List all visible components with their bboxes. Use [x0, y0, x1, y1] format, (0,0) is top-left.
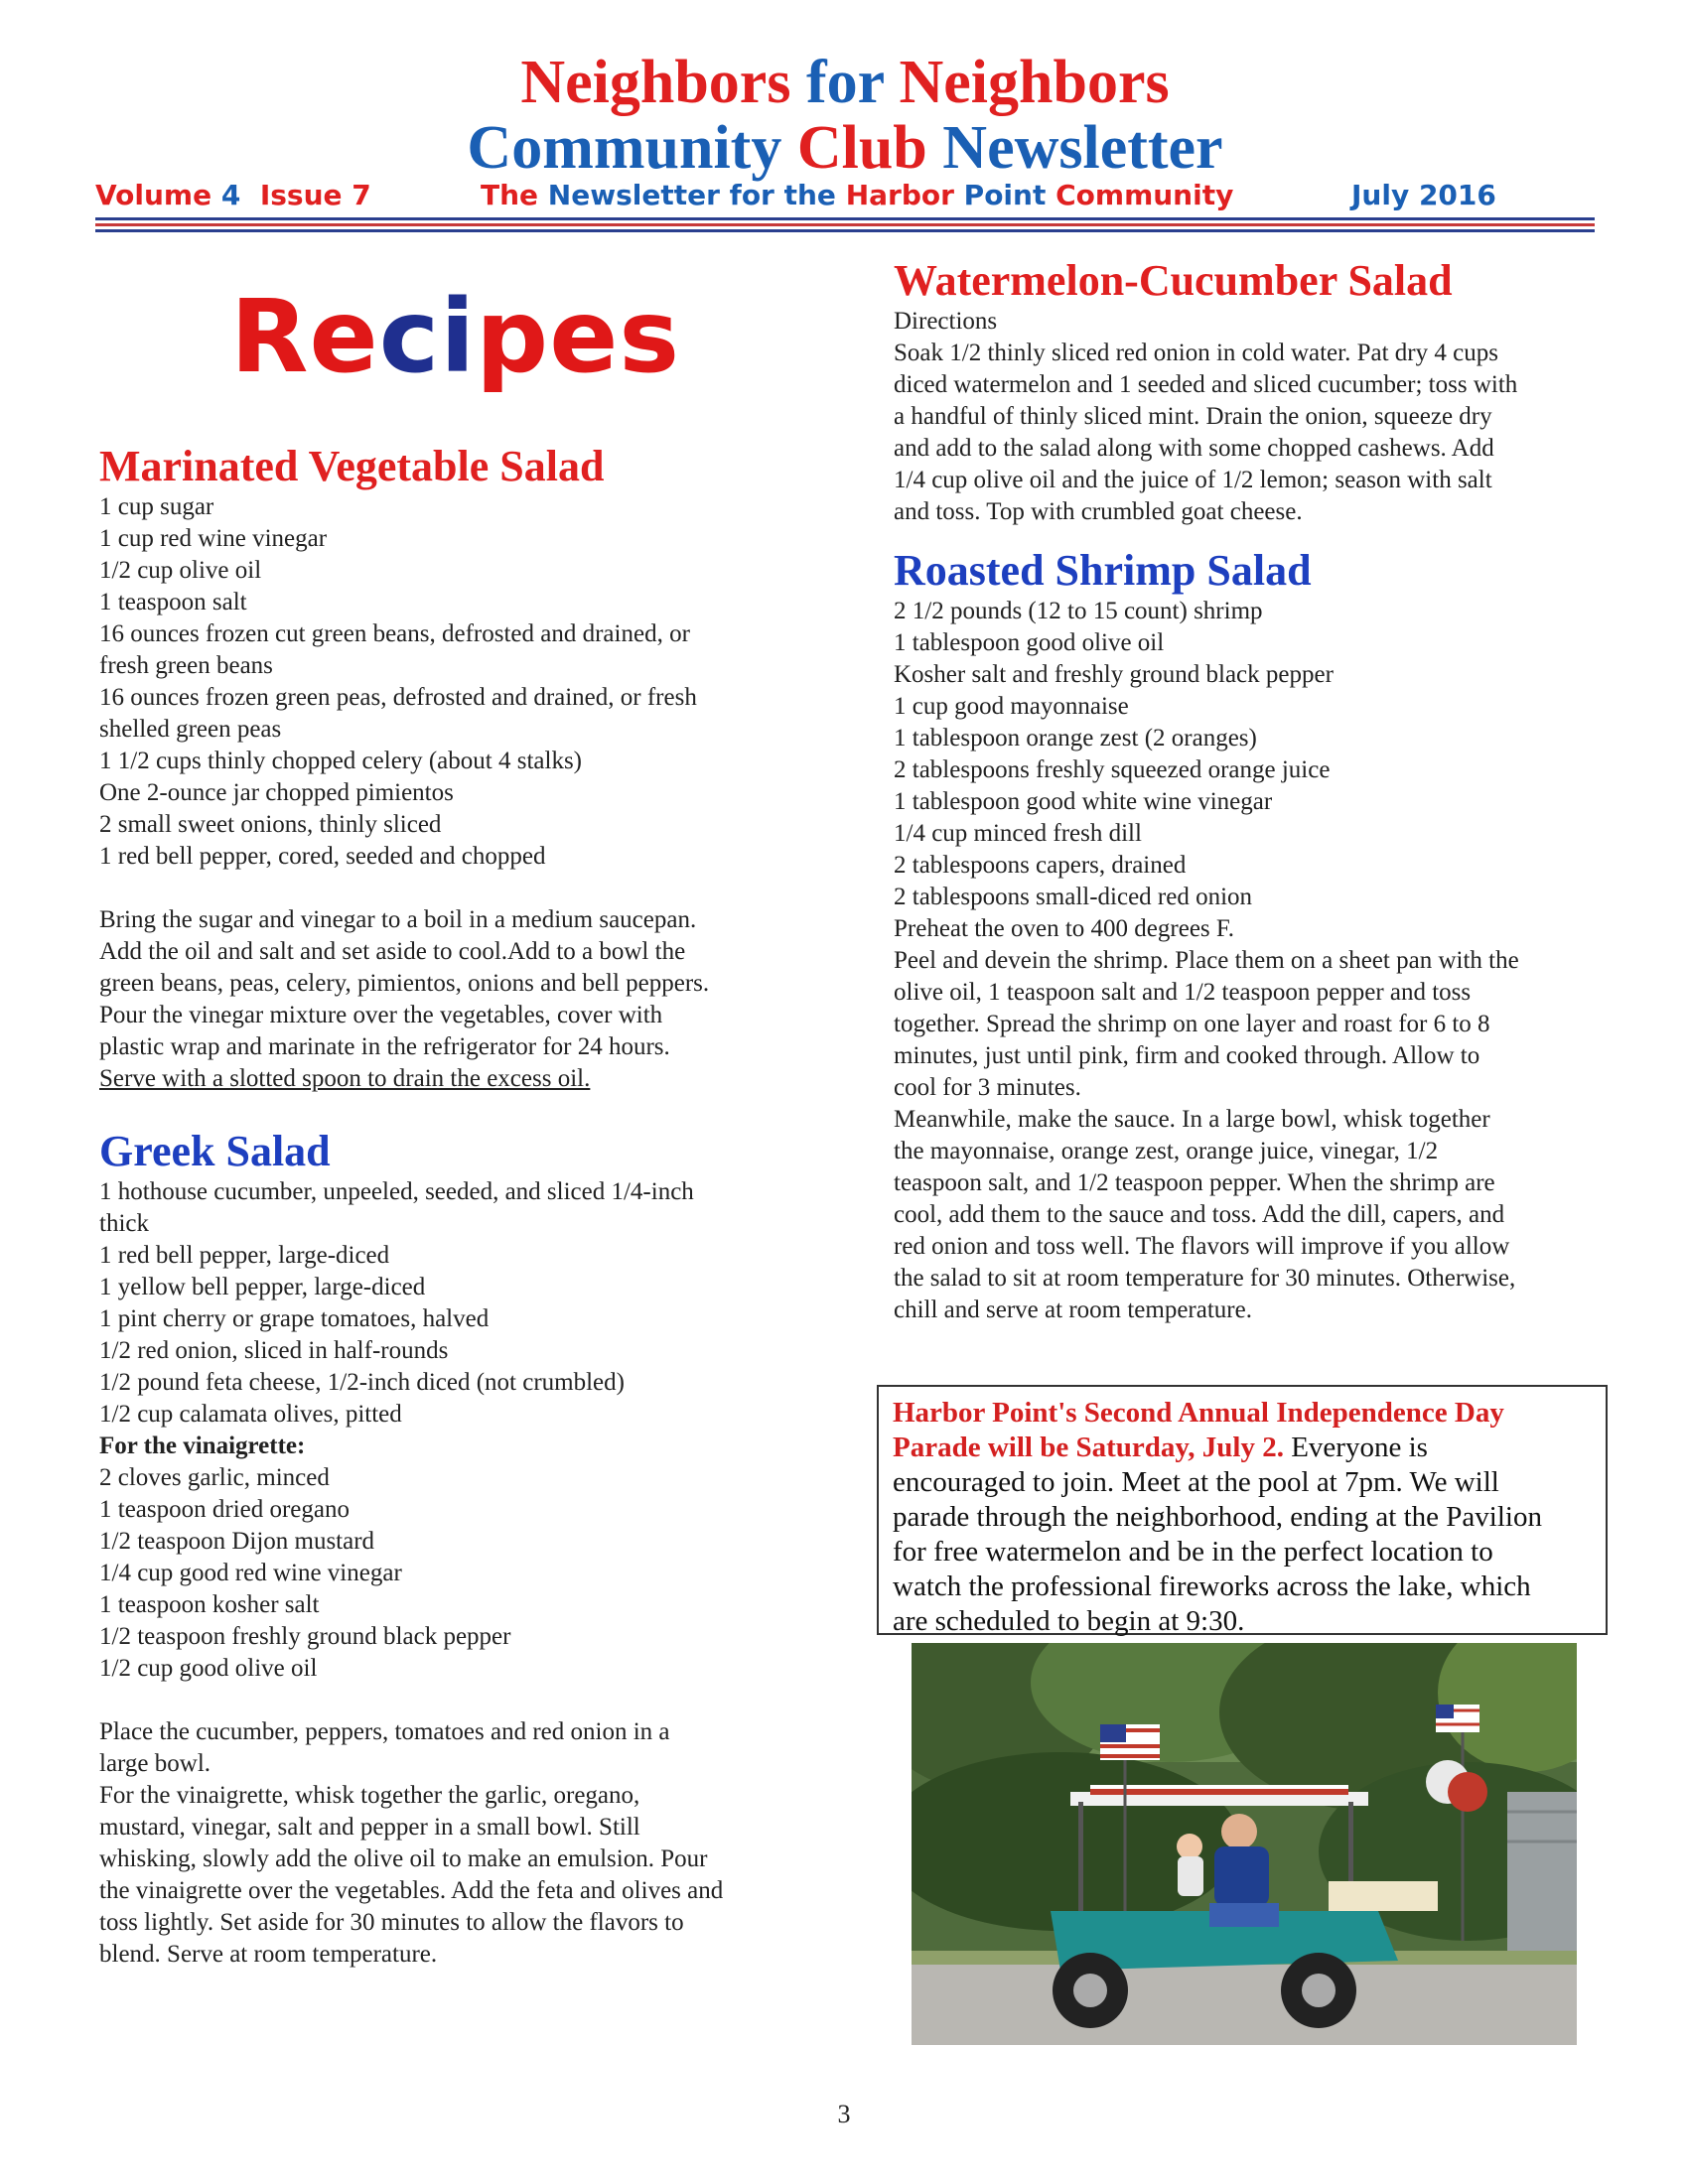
volume-number: 4 [220, 179, 241, 211]
ingredient-line: One 2-ounce jar chopped pimientos [99, 779, 454, 806]
ingredient-line: 1 red bell pepper, large-diced [99, 1242, 390, 1269]
recipe-line: 1 tablespoon orange zest (2 oranges) [894, 725, 1257, 751]
shrimp-recipe [894, 596, 1599, 1326]
watermelon-salad-title: Watermelon-Cucumber Salad [894, 256, 1453, 305]
ingredient-line: 16 ounces frozen green peas, defrosted and drained, or fresh [99, 684, 697, 711]
left-column [99, 442, 814, 1971]
recipe-line: 1 cup good mayonnaise [894, 693, 1129, 720]
notice-text: encouraged to join. Meet at the pool at 7pm. We will [893, 1466, 1499, 1498]
golf-cart-illustration [912, 1643, 1577, 2045]
notice-text: Everyone is [1283, 1432, 1428, 1463]
issue-label: Issue 7 [259, 179, 371, 211]
title-word: Club [796, 114, 927, 182]
recipe-line: together. Spread the shrimp on one layer and roast for 6 to 8 [894, 1011, 1490, 1037]
direction-line: 1/4 cup olive oil and the juice of 1/2 lemon; season with salt [894, 467, 1492, 493]
ingredient-line: 1/2 pound feta cheese, 1/2-inch diced (not crumbled) [99, 1369, 625, 1396]
ingredient-line: 1/2 cup good olive oil [99, 1655, 318, 1682]
direction-line: Directions [894, 308, 998, 335]
ingredient-line: 16 ounces frozen cut green beans, defrosted and drained, or [99, 620, 690, 647]
direction-line: a handful of thinly sliced mint. Drain the onion, squeeze dry [894, 403, 1492, 430]
ingredient-line: 1 cup sugar [99, 493, 214, 520]
watermelon-directions [894, 306, 1599, 528]
volume-issue [95, 179, 371, 211]
tagline-word: Harbor [845, 179, 954, 211]
marinated-salad-title: Marinated Vegetable Salad [99, 442, 605, 490]
direction-line: and add to the salad along with some chopped cashews. Add [894, 435, 1494, 462]
ingredient-line: 2 cloves garlic, minced [99, 1464, 330, 1491]
recipe-line: the salad to sit at room temperature for 30 minutes. Otherwise, [894, 1265, 1516, 1292]
ingredient-line: 1 hothouse cucumber, unpeeled, seeded, and sliced 1/4-inch [99, 1178, 694, 1205]
recipe-line: cool for 3 minutes. [894, 1074, 1081, 1101]
ingredient-line: 1/2 cup olive oil [99, 557, 262, 584]
recipe-line: minutes, just until pink, firm and cooked through. Allow to [894, 1042, 1480, 1069]
ingredient-line: 1 pint cherry or grape tomatoes, halved [99, 1305, 490, 1332]
recipe-line: 2 1/2 pounds (12 to 15 count) shrimp [894, 598, 1263, 624]
recipe-line: Preheat the oven to 400 degrees F. [894, 915, 1235, 942]
issue-info-bar [95, 179, 1595, 212]
notice-highlight: Harbor Point's Second Annual Independence Day [893, 1397, 1504, 1429]
issue-date: July 2016 [1351, 179, 1496, 211]
direction-line: Bring the sugar and vinegar to a boil in a medium saucepan. [99, 906, 697, 933]
ingredient-line: thick [99, 1210, 149, 1237]
direction-line: diced watermelon and 1 seeded and sliced cucumber; toss with [894, 371, 1518, 398]
ingredient-line: 1/2 cup calamata olives, pitted [99, 1401, 402, 1428]
direction-line: and toss. Top with crumbled goat cheese. [894, 498, 1303, 525]
recipe-line: olive oil, 1 teaspoon salt and 1/2 teaspoon pepper and toss [894, 979, 1472, 1006]
vinaigrette-label: For the vinaigrette: [99, 1433, 306, 1459]
recipe-line: chill and serve at room temperature. [894, 1297, 1252, 1323]
parade-notice-box [877, 1385, 1608, 1635]
greek-salad-title: Greek Salad [99, 1127, 331, 1175]
right-column [894, 256, 1599, 1326]
tagline-word: Community [1055, 179, 1234, 211]
recipes-heading-letter: e [309, 278, 379, 396]
recipe-line: Kosher salt and freshly ground black pepper [894, 661, 1334, 688]
direction-line: large bowl. [99, 1750, 211, 1777]
ingredient-line: 1/2 teaspoon Dijon mustard [99, 1528, 375, 1555]
notice-text: for free watermelon and be in the perfect location to [893, 1536, 1493, 1568]
direction-line: toss lightly. Set aside for 30 minutes to allow the flavors to [99, 1909, 684, 1936]
direction-line: Soak 1/2 thinly sliced red onion in cold water. Pat dry 4 cups [894, 340, 1498, 366]
masthead-divider [95, 217, 1595, 235]
recipe-line: 1/4 cup minced fresh dill [894, 820, 1142, 847]
recipe-line: 2 tablespoons capers, drained [894, 852, 1187, 879]
direction-line: plastic wrap and marinate in the refrigerator for 24 hours. [99, 1033, 670, 1060]
recipe-line: red onion and toss well. The flavors will improve if you allow [894, 1233, 1510, 1260]
title-word: Neighbors [899, 49, 1170, 116]
parade-golf-cart-photo [912, 1643, 1577, 2045]
direction-line: Pour the vinegar mixture over the vegetables, cover with [99, 1002, 663, 1028]
direction-line: mustard, vinegar, salt and pepper in a small bowl. Still [99, 1814, 640, 1841]
recipes-heading-letter: i [440, 278, 477, 396]
page-number: 3 [837, 2100, 851, 2128]
marinated-serve-note: Serve with a slotted spoon to drain the excess oil. [99, 1065, 591, 1092]
tagline-word: Point [963, 179, 1047, 211]
tagline-word: Newsletter for the [547, 179, 836, 211]
direction-line: blend. Serve at room temperature. [99, 1941, 438, 1968]
ingredient-line: 1/2 red onion, sliced in half-rounds [99, 1337, 449, 1364]
title-word: for [805, 49, 885, 116]
marinated-ingredients [99, 491, 814, 873]
title-word: Community [467, 114, 782, 182]
recipes-heading [230, 278, 681, 396]
marinated-directions [99, 904, 814, 1063]
greek-directions [99, 1716, 814, 1971]
shrimp-salad-title: Roasted Shrimp Salad [894, 546, 1312, 595]
newsletter-title-line-2 [95, 115, 1595, 181]
title-word: Neighbors [520, 49, 791, 116]
recipe-line: the mayonnaise, orange zest, orange juice, vinegar, 1/2 [894, 1138, 1439, 1164]
ingredient-line: 1 teaspoon dried oregano [99, 1496, 351, 1523]
tagline [481, 179, 1233, 211]
direction-line: Add the oil and salt and set aside to cool.Add to a bowl the [99, 938, 686, 965]
direction-line: For the vinaigrette, whisk together the garlic, oregano, [99, 1782, 640, 1809]
recipes-heading-letter: s [619, 278, 681, 396]
recipes-heading-letter: R [230, 278, 310, 396]
recipe-line: Meanwhile, make the sauce. In a large bowl, whisk together [894, 1106, 1490, 1133]
notice-text: are scheduled to begin at 9:30. [893, 1605, 1245, 1637]
ingredient-line: 1 1/2 cups thinly chopped celery (about 4 stalks) [99, 748, 582, 774]
ingredient-line: 1 teaspoon kosher salt [99, 1591, 320, 1618]
direction-line: the vinaigrette over the vegetables. Add the feta and olives and [99, 1877, 724, 1904]
ingredient-line: 1 teaspoon salt [99, 589, 247, 615]
ingredient-line: 2 small sweet onions, thinly sliced [99, 811, 442, 838]
recipes-heading-letter: p [476, 278, 550, 396]
volume-label: Volume [95, 179, 212, 211]
notice-text: parade through the neighborhood, ending at the Pavilion [893, 1501, 1542, 1533]
greek-ingredients [99, 1176, 814, 1431]
recipe-line: 1 tablespoon good olive oil [894, 629, 1165, 656]
recipes-heading-letter: e [549, 278, 620, 396]
direction-line: Place the cucumber, peppers, tomatoes and red onion in a [99, 1718, 670, 1745]
recipe-line: cool, add them to the sauce and toss. Add the dill, capers, and [894, 1201, 1505, 1228]
direction-line: whisking, slowly add the olive oil to make an emulsion. Pour [99, 1845, 708, 1872]
ingredient-line: 1 cup red wine vinegar [99, 525, 328, 552]
recipes-heading-letter: c [378, 278, 441, 396]
notice-highlight: Parade will be Saturday, July 2. [893, 1432, 1284, 1463]
recipe-line: 2 tablespoons small-diced red onion [894, 884, 1253, 910]
recipe-line: teaspoon salt, and 1/2 teaspoon pepper. When the shrimp are [894, 1169, 1495, 1196]
ingredient-line: 1/4 cup good red wine vinegar [99, 1560, 402, 1586]
ingredient-line: 1 red bell pepper, cored, seeded and chopped [99, 843, 546, 870]
recipe-line: 2 tablespoons freshly squeezed orange juice [894, 756, 1331, 783]
ingredient-line: fresh green beans [99, 652, 273, 679]
ingredient-line: 1 yellow bell pepper, large-diced [99, 1274, 426, 1300]
direction-line: green beans, peas, celery, pimientos, onions and bell peppers. [99, 970, 710, 997]
masthead [95, 50, 1595, 181]
tagline-word: The [481, 179, 539, 211]
recipe-line: 1 tablespoon good white wine vinegar [894, 788, 1273, 815]
title-word: Newsletter [942, 114, 1223, 182]
ingredient-line: shelled green peas [99, 716, 282, 743]
recipe-line: Peel and devein the shrimp. Place them on a sheet pan with the [894, 947, 1519, 974]
greek-vinaigrette [99, 1462, 814, 1685]
newsletter-title-line-1 [95, 50, 1595, 115]
notice-text: watch the professional fireworks across the lake, which [893, 1570, 1531, 1602]
ingredient-line: 1/2 teaspoon freshly ground black pepper [99, 1623, 511, 1650]
